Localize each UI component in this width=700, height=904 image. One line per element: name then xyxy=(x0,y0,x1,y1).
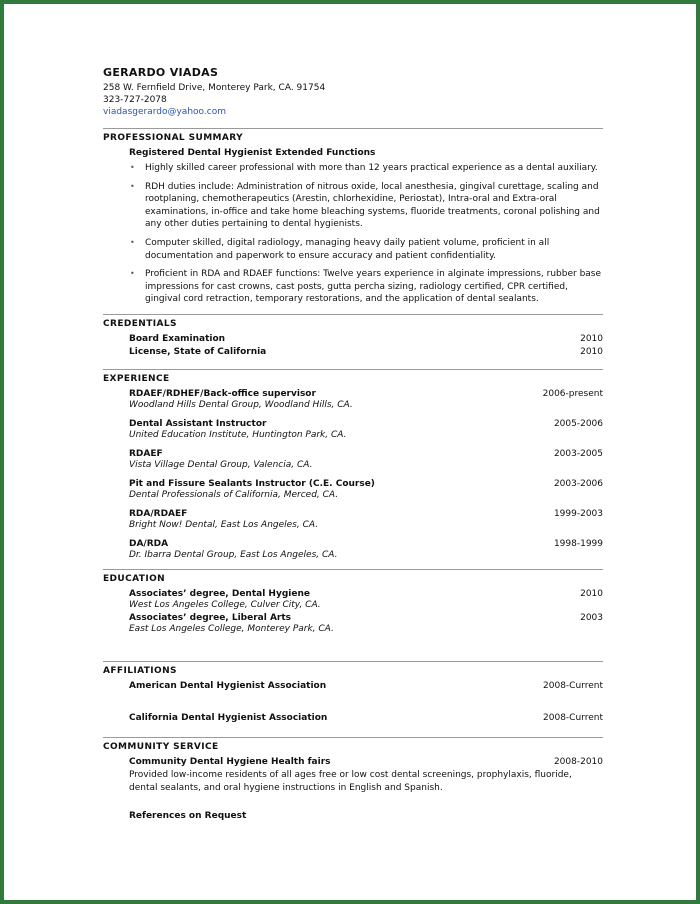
section-heading: EDUCATION xyxy=(103,569,603,584)
experience-entry: RDAEF 2003-2005 Vista Village Dental Group, Valencia, CA. xyxy=(129,448,603,470)
section-heading: CREDENTIALS xyxy=(103,314,603,329)
section-community xyxy=(103,737,603,821)
credential-row: Board Examination 2010 xyxy=(129,333,603,344)
experience-entry: RDAEF/RDHEF/Back-office supervisor 2006-present Woodland Hills Dental Group, Woodland Hills, CA. xyxy=(129,388,603,410)
bullet-icon: • xyxy=(130,163,135,172)
experience-entry: Dental Assistant Instructor 2005-2006 United Education Institute, Huntington Park, CA. xyxy=(129,418,603,440)
experience-entry: DA/RDA 1998-1999 Dr. Ibarra Dental Group, East Los Angeles, CA. xyxy=(129,538,603,560)
affiliation-row: American Dental Hygienist Association 2008-Current xyxy=(129,680,603,691)
list-item: • Highly skilled career professional with more than 12 years practical experience as a dental auxiliary. xyxy=(130,163,598,173)
section-heading: PROFESSIONAL SUMMARY xyxy=(103,128,603,143)
bullet-icon: • xyxy=(130,237,135,247)
resume-header xyxy=(103,66,603,118)
affiliation-row: California Dental Hygienist Association 2008-Current xyxy=(129,712,603,723)
education-entry: Associates’ degree, Dental Hygiene 2010 West Los Angeles College, Culver City, CA. xyxy=(129,588,603,610)
references-note: References on Request xyxy=(129,810,247,821)
bullet-icon: • xyxy=(130,181,135,191)
section-heading: COMMUNITY SERVICE xyxy=(103,737,603,752)
resume-document xyxy=(103,66,603,821)
section-summary xyxy=(103,128,603,306)
education-entry: Associates’ degree, Liberal Arts 2003 East Los Angeles College, Monterey Park, CA. xyxy=(129,612,603,634)
section-experience xyxy=(103,369,603,561)
candidate-name: GERARDO VIADAS xyxy=(103,66,219,79)
section-heading: AFFILIATIONS xyxy=(103,661,603,676)
section-education xyxy=(103,569,603,635)
section-heading: EXPERIENCE xyxy=(103,369,603,384)
experience-entry: Pit and Fissure Sealants Instructor (C.E. Course) 2003-2006 Dental Professionals of California, Merced, CA. xyxy=(129,478,603,500)
section-credentials xyxy=(103,314,603,357)
experience-entry: RDA/RDAEF 1999-2003 Bright Now! Dental, East Los Angeles, CA. xyxy=(129,508,603,530)
list-item: • Computer skilled, digital radiology, managing heavy daily patient volume, proficient in all documentation and paperwork to ensure accuracy and patient confidentiality. xyxy=(130,237,550,261)
community-row: Community Dental Hygiene Health fairs 2008-2010 xyxy=(129,756,603,767)
credential-row: License, State of California 2010 xyxy=(129,346,603,357)
phone: 323-727-2078 xyxy=(103,95,167,105)
section-affiliations xyxy=(103,661,603,723)
summary-subheading: Registered Dental Hygienist Extended Functions xyxy=(129,148,376,158)
address: 258 W. Fernfield Drive, Monterey Park, CA. 91754 xyxy=(103,83,326,93)
community-description: Provided low-income residents of all ages free or low cost dental screenings, prophylaxis, fluoride, dental sealants, and oral hygiene instructions in English and Spanish. xyxy=(129,769,572,793)
summary-list xyxy=(129,162,603,306)
email-link[interactable]: viadasgerardo@yahoo.com xyxy=(103,107,226,117)
bullet-icon: • xyxy=(130,269,135,279)
list-item: • RDH duties include: Administration of nitrous oxide, local anesthesia, gingival curettage, scaling and rootplaning, chemotherapeutics (Arestin, chlorhexidine, Periostat), Intra-oral and Extra-oral examinations, in-office and take home bleaching systems, fluoride treatments, coronal polishing and any other duties pertaining to dental hygienists. xyxy=(130,181,600,230)
list-item: • Proficient in RDA and RDAEF functions: Twelve years experience in alginate impressions, rubber base impressions for cast crowns, cast posts, gutta percha sizing, radiology certified, CPR certified, gingival cord retraction, temporary restorations, and the application of dental sealants. xyxy=(130,269,602,305)
